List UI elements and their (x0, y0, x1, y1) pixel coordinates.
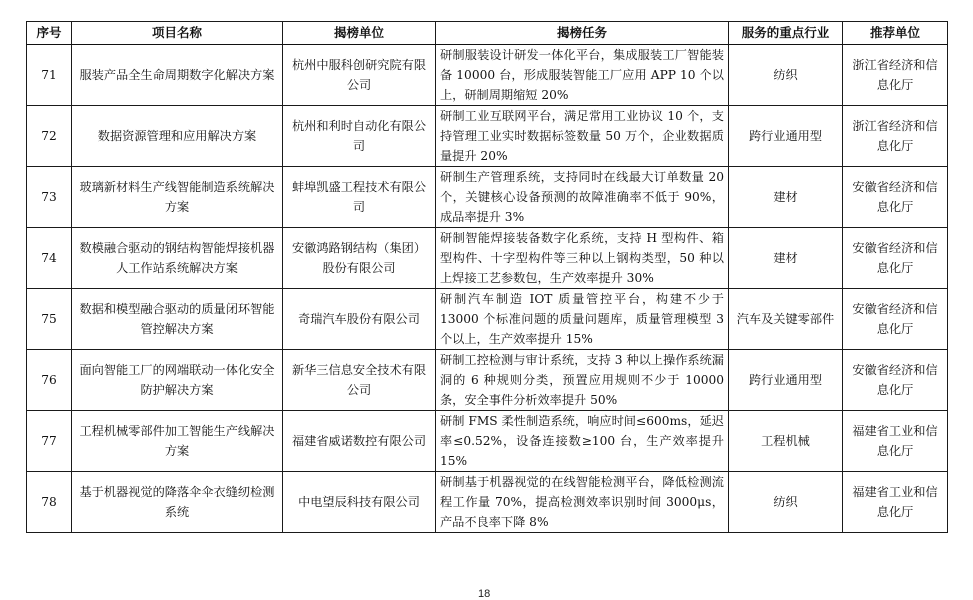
cell-seq: 71 (27, 45, 72, 106)
cell-recommender: 安徽省经济和信息化厅 (843, 350, 948, 411)
cell-unit: 安徽鸿路钢结构（集团）股份有限公司 (283, 228, 436, 289)
cell-task: 研制工控检测与审计系统，支持 3 种以上操作系统漏洞的 6 种规则分类，预置应用规则不少于 10000 条，安全事件分析效率提升 50% (436, 350, 729, 411)
cell-recommender: 浙江省经济和信息化厅 (843, 45, 948, 106)
cell-seq: 77 (27, 411, 72, 472)
cell-recommender: 浙江省经济和信息化厅 (843, 106, 948, 167)
cell-project: 面向智能工厂的网端联动一体化安全防护解决方案 (72, 350, 283, 411)
table-row (27, 350, 948, 411)
project-table (26, 21, 948, 533)
cell-unit: 奇瑞汽车股份有限公司 (283, 289, 436, 350)
cell-industry: 跨行业通用型 (729, 350, 843, 411)
table-row (27, 45, 948, 106)
table-row (27, 472, 948, 533)
cell-seq: 72 (27, 106, 72, 167)
cell-unit: 福建省威诺数控有限公司 (283, 411, 436, 472)
header-recommender: 推荐单位 (843, 22, 948, 45)
table-row (27, 411, 948, 472)
table-row (27, 167, 948, 228)
cell-project: 玻璃新材料生产线智能制造系统解决方案 (72, 167, 283, 228)
page-number: 18 (478, 588, 491, 600)
cell-industry: 跨行业通用型 (729, 106, 843, 167)
header-unit: 揭榜单位 (283, 22, 436, 45)
cell-unit: 新华三信息安全技术有限公司 (283, 350, 436, 411)
cell-task: 研制 FMS 柔性制造系统，响应时间≤600ms，延迟率≤0.52%，设备连接数≥100 台，生产效率提升 15% (436, 411, 729, 472)
cell-project: 数模融合驱动的钢结构智能焊接机器人工作站系统解决方案 (72, 228, 283, 289)
table-header-row (27, 22, 948, 45)
cell-project: 基于机器视觉的降落伞伞衣缝纫检测系统 (72, 472, 283, 533)
cell-unit: 杭州和利时自动化有限公司 (283, 106, 436, 167)
cell-recommender: 福建省工业和信息化厅 (843, 411, 948, 472)
cell-recommender: 福建省工业和信息化厅 (843, 472, 948, 533)
cell-industry: 工程机械 (729, 411, 843, 472)
cell-project: 工程机械零部件加工智能生产线解决方案 (72, 411, 283, 472)
header-project: 项目名称 (72, 22, 283, 45)
cell-recommender: 安徽省经济和信息化厅 (843, 289, 948, 350)
cell-seq: 73 (27, 167, 72, 228)
cell-industry: 建材 (729, 228, 843, 289)
cell-task: 研制基于机器视觉的在线智能检测平台，降低检测流程工作量 70%，提高检测效率识别时间 3000μs，产品不良率下降 8% (436, 472, 729, 533)
cell-project: 数据资源管理和应用解决方案 (72, 106, 283, 167)
cell-task: 研制服装设计研发一体化平台，集成服装工厂智能装备 10000 台，形成服装智能工厂应用 APP 10 个以上，研制周期缩短 20% (436, 45, 729, 106)
cell-recommender: 安徽省经济和信息化厅 (843, 167, 948, 228)
cell-recommender: 安徽省经济和信息化厅 (843, 228, 948, 289)
cell-industry: 汽车及关键零部件 (729, 289, 843, 350)
cell-industry: 纺织 (729, 45, 843, 106)
cell-task: 研制汽车制造 IOT 质量管控平台，构建不少于 13000 个标准问题的质量问题库，质量管理模型 3 个以上，生产效率提升 15% (436, 289, 729, 350)
cell-task: 研制工业互联网平台，满足常用工业协议 10 个，支持管理工业实时数据标签数量 50 万个，企业数据质量提升 20% (436, 106, 729, 167)
cell-seq: 75 (27, 289, 72, 350)
cell-project: 服装产品全生命周期数字化解决方案 (72, 45, 283, 106)
cell-seq: 78 (27, 472, 72, 533)
cell-seq: 74 (27, 228, 72, 289)
cell-task: 研制智能焊接装备数字化系统，支持 H 型构件、箱型构件、十字型构件等三种以上钢构类型，50 种以上焊接工艺参数包，生产效率提升 30% (436, 228, 729, 289)
cell-unit: 中电望辰科技有限公司 (283, 472, 436, 533)
table-row (27, 289, 948, 350)
cell-project: 数据和模型融合驱动的质量闭环智能管控解决方案 (72, 289, 283, 350)
cell-task: 研制生产管理系统，支持同时在线最大订单数量 20 个，关键核心设备预测的故障准确率不低于 90%，成品率提升 3% (436, 167, 729, 228)
header-task: 揭榜任务 (436, 22, 729, 45)
header-seq: 序号 (27, 22, 72, 45)
table-row (27, 228, 948, 289)
cell-unit: 杭州中服科创研究院有限公司 (283, 45, 436, 106)
cell-unit: 蚌埠凯盛工程技术有限公司 (283, 167, 436, 228)
table-row (27, 106, 948, 167)
cell-industry: 纺织 (729, 472, 843, 533)
header-industry: 服务的重点行业 (729, 22, 843, 45)
cell-seq: 76 (27, 350, 72, 411)
cell-industry: 建材 (729, 167, 843, 228)
